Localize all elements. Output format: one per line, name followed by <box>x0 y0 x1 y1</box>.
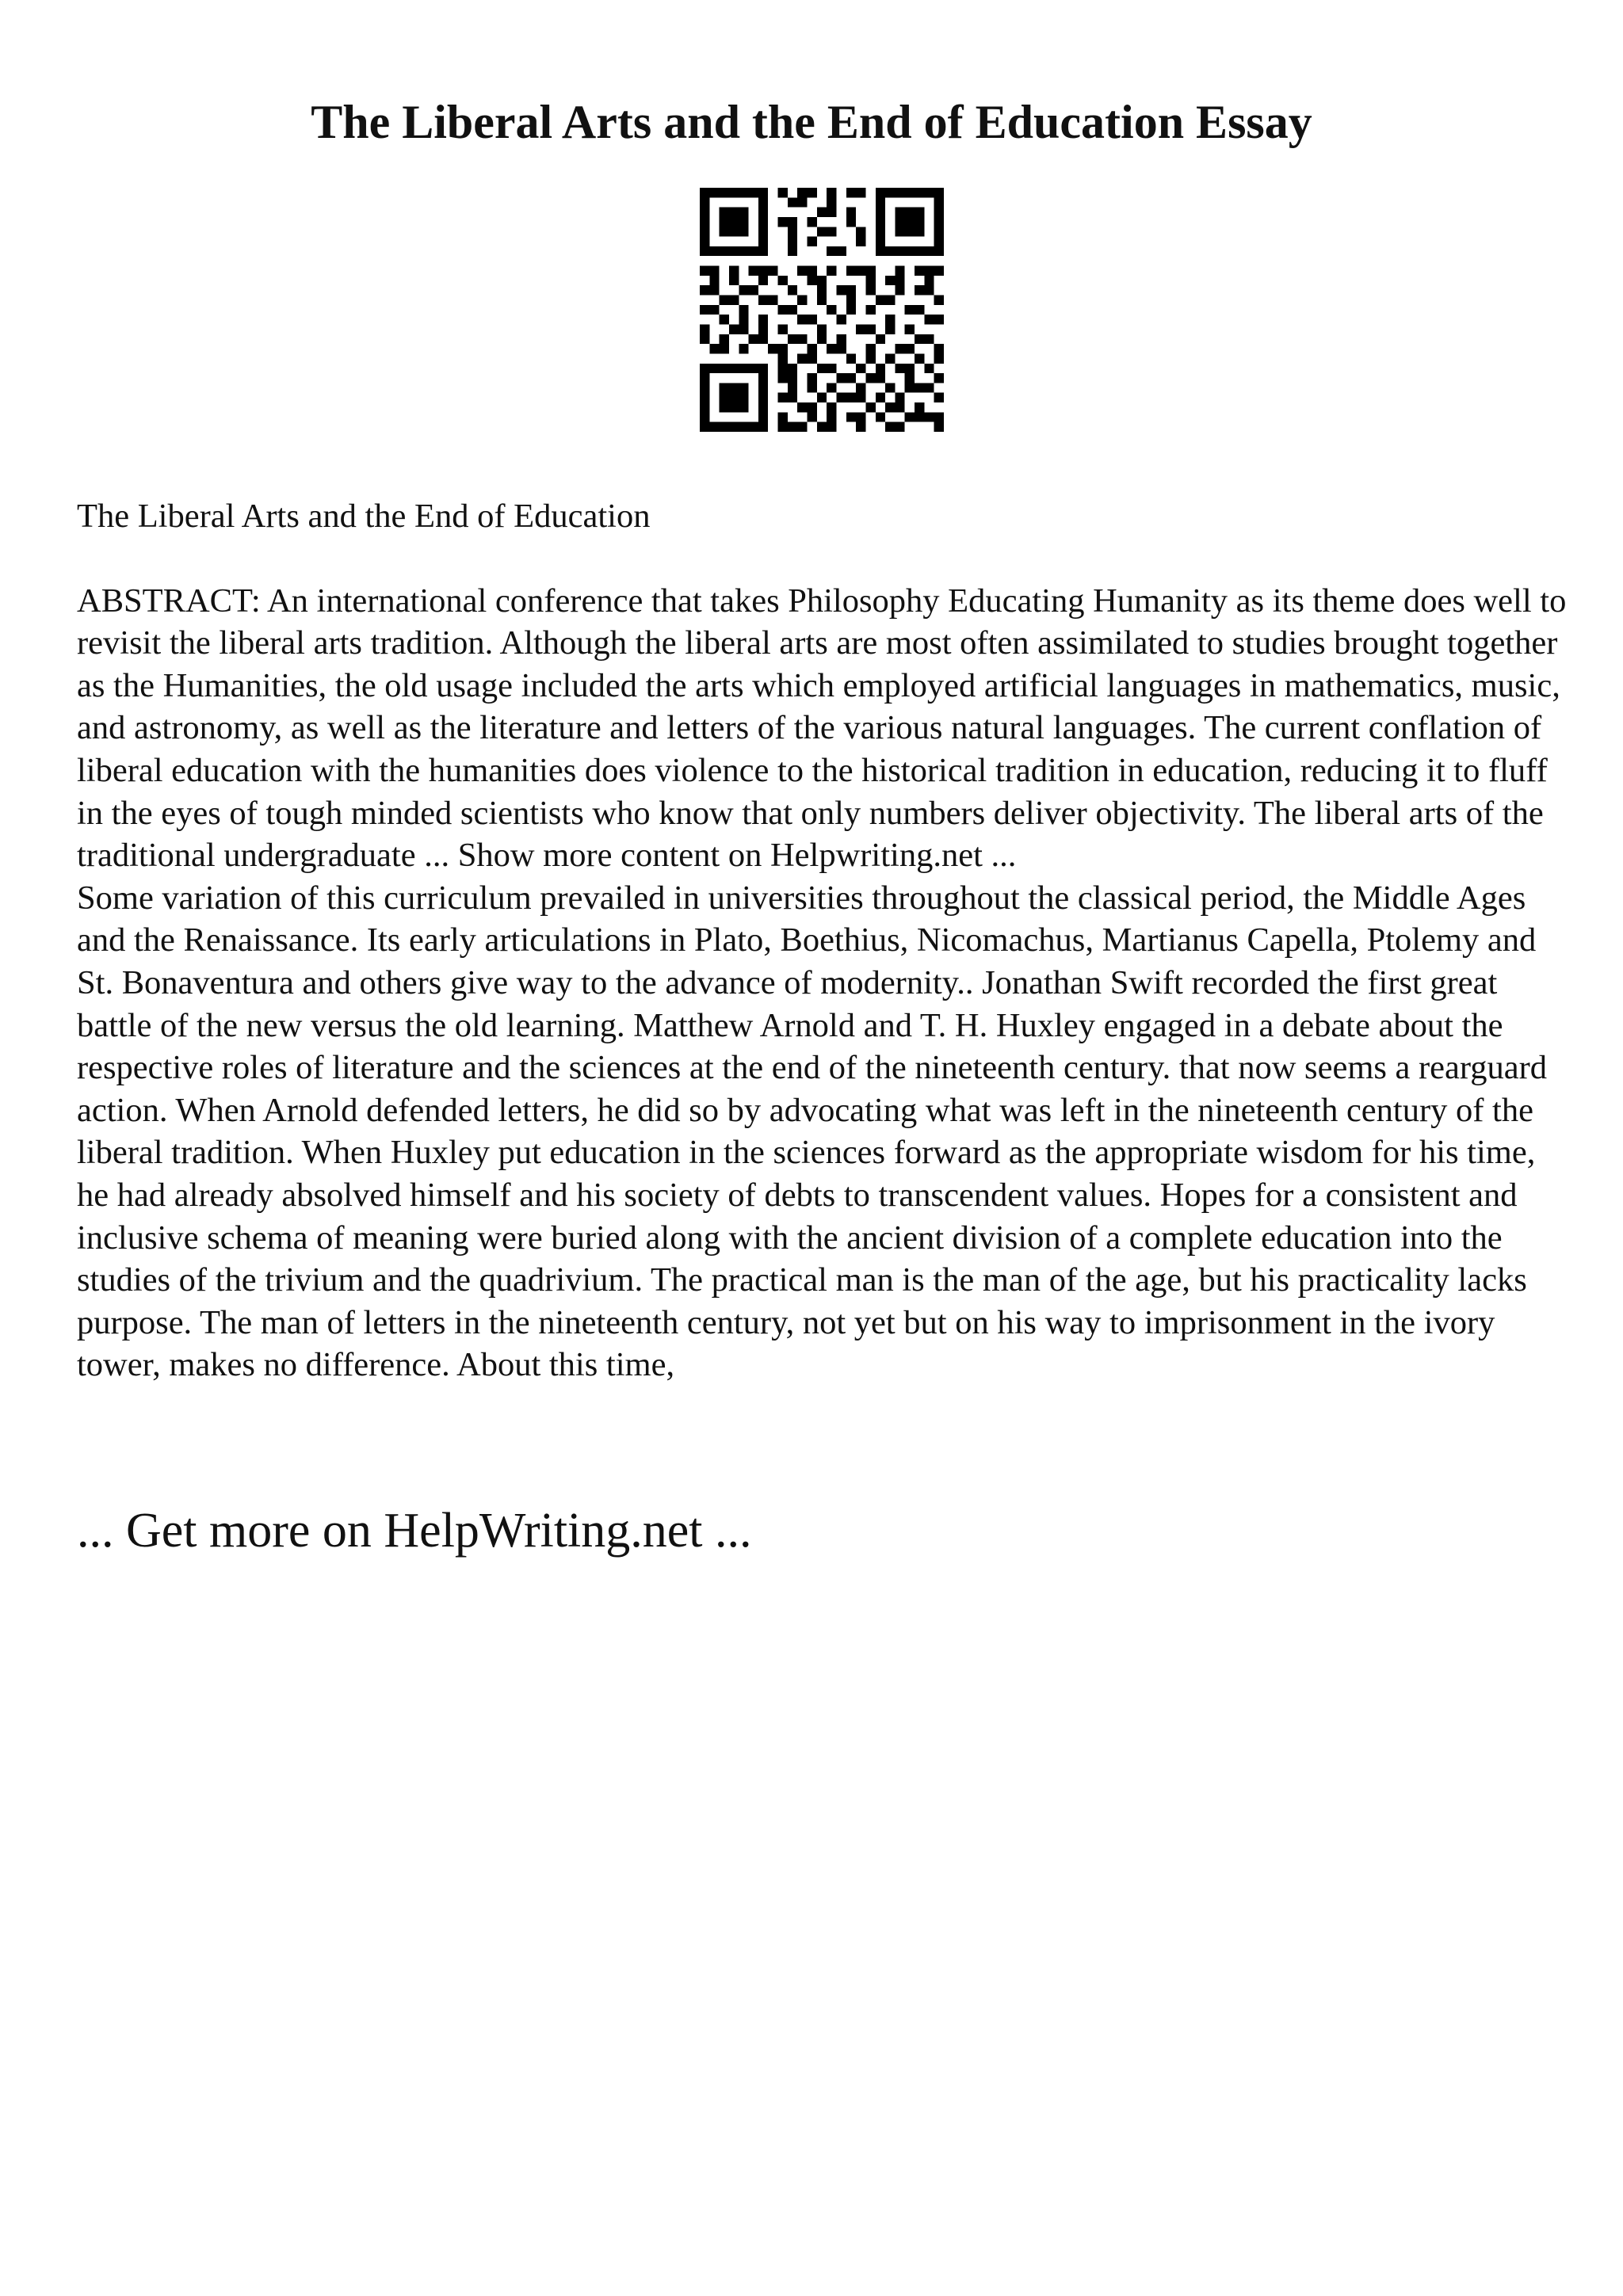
qr-code-icon <box>700 188 944 432</box>
document-title: The Liberal Arts and the End of Education Essay <box>311 96 1312 148</box>
document-subtitle: The Liberal Arts and the End of Education <box>77 498 651 535</box>
get-more-link[interactable]: ... Get more on HelpWriting.net ... <box>77 1504 752 1558</box>
abstract-paragraph: ABSTRACT: An international conference that takes Philosophy Educating Humanity as its theme does well to revisit the liberal arts tradition. Although the liberal arts are most often assimilated to studies brought together as the Humanities, the old usage included the arts which employed artificial languages in mathematics, music, and astronomy, as well as the literature and letters of the various natural languages. The current conflation of liberal education with the humanities does violence to the historical tradition in education, reducing it to fluff in the eyes of tough minded scientists who know that only numbers deliver objectivity. The liberal arts of the traditional undergraduate ... Show more content on Helpwriting.net ... <box>77 582 1567 875</box>
body-paragraph: Some variation of this curriculum prevailed in universities throughout the classical period, the Middle Ages and the Renaissance. Its early articulations in Plato, Boethius, Nicomachus, Martianus Capella, Ptolemy and St. Bonaventura and others give way to the advance of modernity.. Jonathan Swift recorded the first great battle of the new versus the old learning. Matthew Arnold and T. H. Huxley engaged in a debate about the respective roles of literature and the sciences at the end of the nineteenth century. that now seems a rearguard action. When Arnold defended letters, he did so by advocating what was left in the nineteenth century of the liberal tradition. When Huxley put education in the sciences forward as the appropriate wisdom for his time, he had already absolved himself and his society of debts to transcendent values. Hopes for a consistent and inclusive schema of meaning were buried along with the ancient division of a complete education into the studies of the trivium and the quadrivium. The practical man is the man of the age, but his practicality lacks purpose. The man of letters in the nineteenth century, not yet but on his way to imprisonment in the ivory tower, makes no difference. About this time, <box>77 879 1548 1384</box>
document-body <box>77 495 1567 1386</box>
